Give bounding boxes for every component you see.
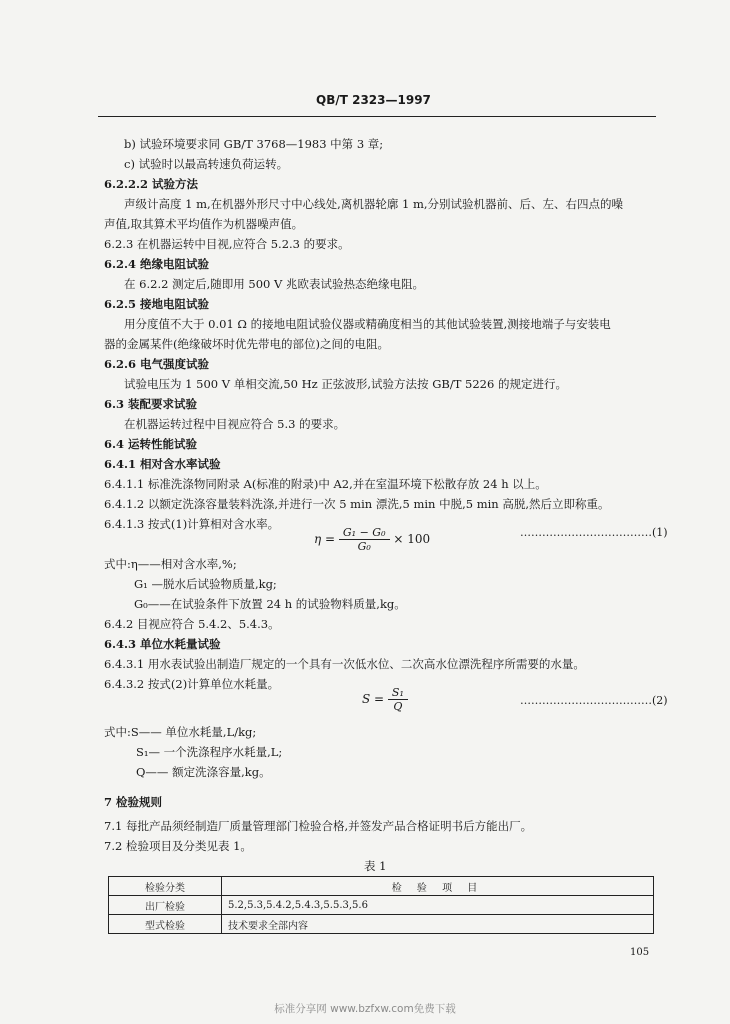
equation-1 — [314, 526, 430, 553]
section-heading: 6.2.2.2 试验方法 — [104, 177, 199, 191]
text-line: 6.4.3.1 用水表试验出制造厂规定的一个具有一次低水位、二次高水位漂洗程序所需要的水量。 — [104, 657, 585, 671]
text-line: 式中:η——相对含水率,%; — [104, 557, 237, 571]
text-line: c) 试验时以最高转速负荷运转。 — [124, 157, 289, 171]
equation-1-fraction — [339, 526, 390, 553]
text-line: 试验电压为 1 500 V 单相交流,50 Hz 正弦波形,试验方法按 GB/T 5226 的规定进行。 — [124, 377, 567, 391]
text-line: 在 6.2.2 测定后,随即用 500 V 兆欧表试验热态绝缘电阻。 — [124, 277, 424, 291]
text-line: 6.2.3 在机器运转中目视,应符合 5.2.3 的要求。 — [104, 237, 350, 251]
text-line: 7.1 每批产品须经制造厂质量管理部门检验合格,并签发产品合格证明书后方能出厂。 — [104, 819, 533, 833]
table-row — [109, 896, 654, 915]
equation-2-numerator: S₁ — [388, 686, 408, 700]
equation-1-rhs: × 100 — [393, 532, 431, 546]
table-header-cell: 检验分类 — [109, 877, 222, 896]
text-line: 式中:S—— 单位水耗量,L/kg; — [104, 725, 257, 739]
table-1-caption: 表 1 — [364, 859, 387, 873]
section-heading: 6.3 装配要求试验 — [104, 397, 198, 411]
table-cell: 出厂检验 — [109, 896, 222, 915]
equation-2 — [362, 686, 408, 713]
text-line: b) 试验环境要求同 GB/T 3768—1983 中第 3 章; — [124, 137, 384, 151]
text-line: 6.4.1.2 以额定洗涤容量装料洗涤,并进行一次 5 min 漂洗,5 min 中脱,5 min 高脱,然后立即称重。 — [104, 497, 610, 511]
text-line: 7.2 检验项目及分类见表 1。 — [104, 839, 252, 853]
header-rule — [98, 116, 656, 117]
section-heading: 6.4 运转性能试验 — [104, 437, 198, 451]
equation-2-lhs: S = — [362, 692, 385, 706]
table-cell: 型式检验 — [109, 915, 222, 934]
text-line: 6.4.1.1 标准洗涤物同附录 A(标准的附录)中 A2,并在室温环境下松散存放 24 h 以上。 — [104, 477, 547, 491]
text-line: 用分度值不大于 0.01 Ω 的接地电阻试验仪器或精确度相当的其他试验装置,测接地端子与安装电 — [124, 317, 611, 331]
text-line: G₀——在试验条件下放置 24 h 的试验物料质量,kg。 — [134, 597, 406, 611]
text-line: 在机器运转过程中目视应符合 5.3 的要求。 — [124, 417, 346, 431]
page-number: 105 — [630, 947, 650, 958]
text-line: 6.4.3.2 按式(2)计算单位水耗量。 — [104, 677, 280, 691]
text-line: Q—— 额定洗涤容量,kg。 — [136, 765, 271, 779]
watermark-text: 标准分享网 www.bzfxw.com免费下载 — [274, 1003, 456, 1015]
table-header-cell: 检 验 项 目 — [222, 877, 654, 896]
equation-1-denominator: G₀ — [357, 540, 371, 553]
table-cell: 技术要求全部内容 — [222, 915, 654, 934]
equation-1-numerator: G₁ − G₀ — [339, 526, 390, 540]
section-heading: 6.2.4 绝缘电阻试验 — [104, 257, 210, 271]
text-line: S₁— 一个洗涤程序水耗量,L; — [136, 745, 283, 759]
page-header-standard-number: QB/T 2323—1997 — [316, 93, 431, 107]
table-header-row — [109, 877, 654, 896]
text-line: 6.4.1.3 按式(1)计算相对含水率。 — [104, 517, 280, 531]
chapter-heading: 7 检验规则 — [104, 795, 163, 809]
section-heading: 6.2.5 接地电阻试验 — [104, 297, 210, 311]
equation-2-fraction — [388, 686, 408, 713]
equation-1-number: ………………………………(1) — [520, 526, 668, 539]
text-line: 声值,取其算术平均值作为机器噪声值。 — [104, 217, 304, 231]
inspection-classification-table — [108, 876, 654, 934]
equation-2-denominator: Q — [393, 700, 403, 713]
equation-2-number: ………………………………(2) — [520, 694, 668, 707]
table-cell: 5.2,5.3,5.4.2,5.4.3,5.5.3,5.6 — [222, 896, 654, 915]
table-row — [109, 915, 654, 934]
section-heading: 6.2.6 电气强度试验 — [104, 357, 210, 371]
text-line: 器的金属某件(绝缘破坏时优先带电的部位)之间的电阻。 — [104, 337, 389, 351]
section-heading: 6.4.3 单位水耗量试验 — [104, 637, 221, 651]
text-line: 声级计高度 1 m,在机器外形尺寸中心线处,离机器轮廓 1 m,分别试验机器前、后、左、右四点的噪 — [124, 197, 624, 211]
text-line: 6.4.2 目视应符合 5.4.2、5.4.3。 — [104, 617, 280, 631]
text-line: G₁ —脱水后试验物质量,kg; — [134, 577, 277, 591]
section-heading: 6.4.1 相对含水率试验 — [104, 457, 221, 471]
equation-1-lhs: η = — [314, 532, 336, 546]
